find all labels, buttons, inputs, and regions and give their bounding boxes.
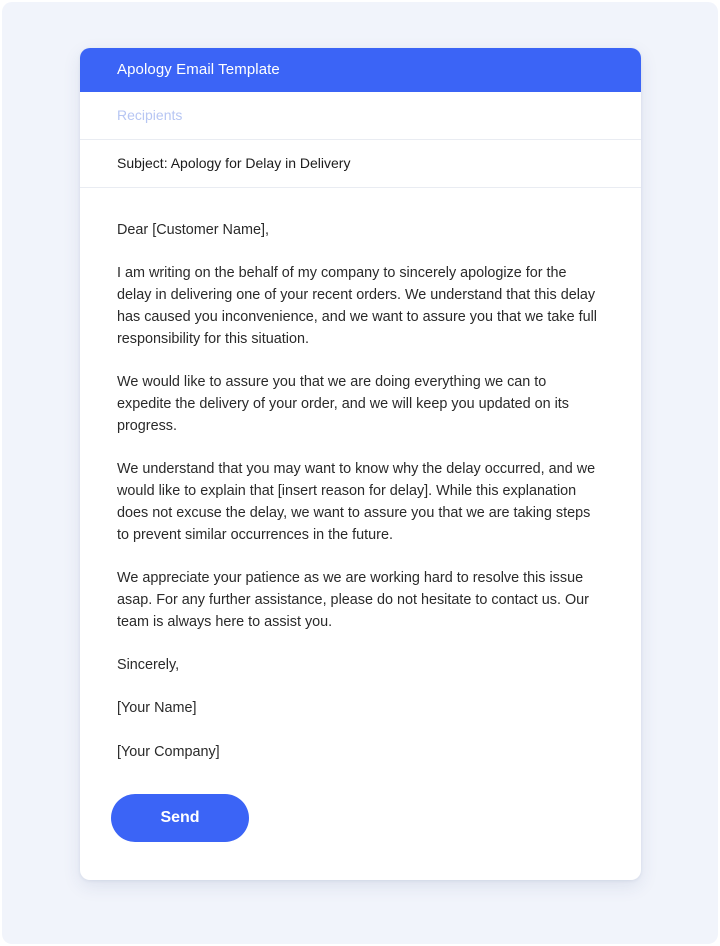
body-paragraph: I am writing on the behalf of my company to sincerely apologize for the delay in delivering one of your recent orders. We understand that this delay has caused you inconvenience, and we want to assure you that we take full responsibility for this situation. xyxy=(117,265,597,347)
email-compose-card xyxy=(80,48,641,880)
email-body[interactable] xyxy=(80,188,641,764)
subject-field[interactable]: Subject: Apology for Delay in Delivery xyxy=(117,155,351,171)
recipients-input[interactable] xyxy=(117,107,597,123)
card-header xyxy=(80,48,641,92)
body-paragraph: We appreciate your patience as we are working hard to resolve this issue asap. For any further assistance, please do not hesitate to contact us. Our team is always here to assist you. xyxy=(117,569,589,630)
closing: Sincerely, xyxy=(117,656,180,673)
body-paragraph: We would like to assure you that we are doing everything we can to expedite the delivery of your order, and we will keep you updated on its progress. xyxy=(117,374,569,434)
sender-company: [Your Company] xyxy=(117,743,220,760)
subject-row[interactable] xyxy=(80,140,641,188)
window-title: Apology Email Template xyxy=(117,61,280,78)
body-paragraph: We understand that you may want to know why the delay occurred, and we would like to explain that [insert reason for delay]. While this explanation does not excuse the delay, we want to assure you that we are taking steps to prevent similar occurrences in the future. xyxy=(117,461,596,543)
greeting: Dear [Customer Name], xyxy=(117,222,269,238)
send-button[interactable]: Send xyxy=(111,794,249,842)
recipients-row xyxy=(80,92,641,140)
sender-name: [Your Name] xyxy=(117,700,197,717)
